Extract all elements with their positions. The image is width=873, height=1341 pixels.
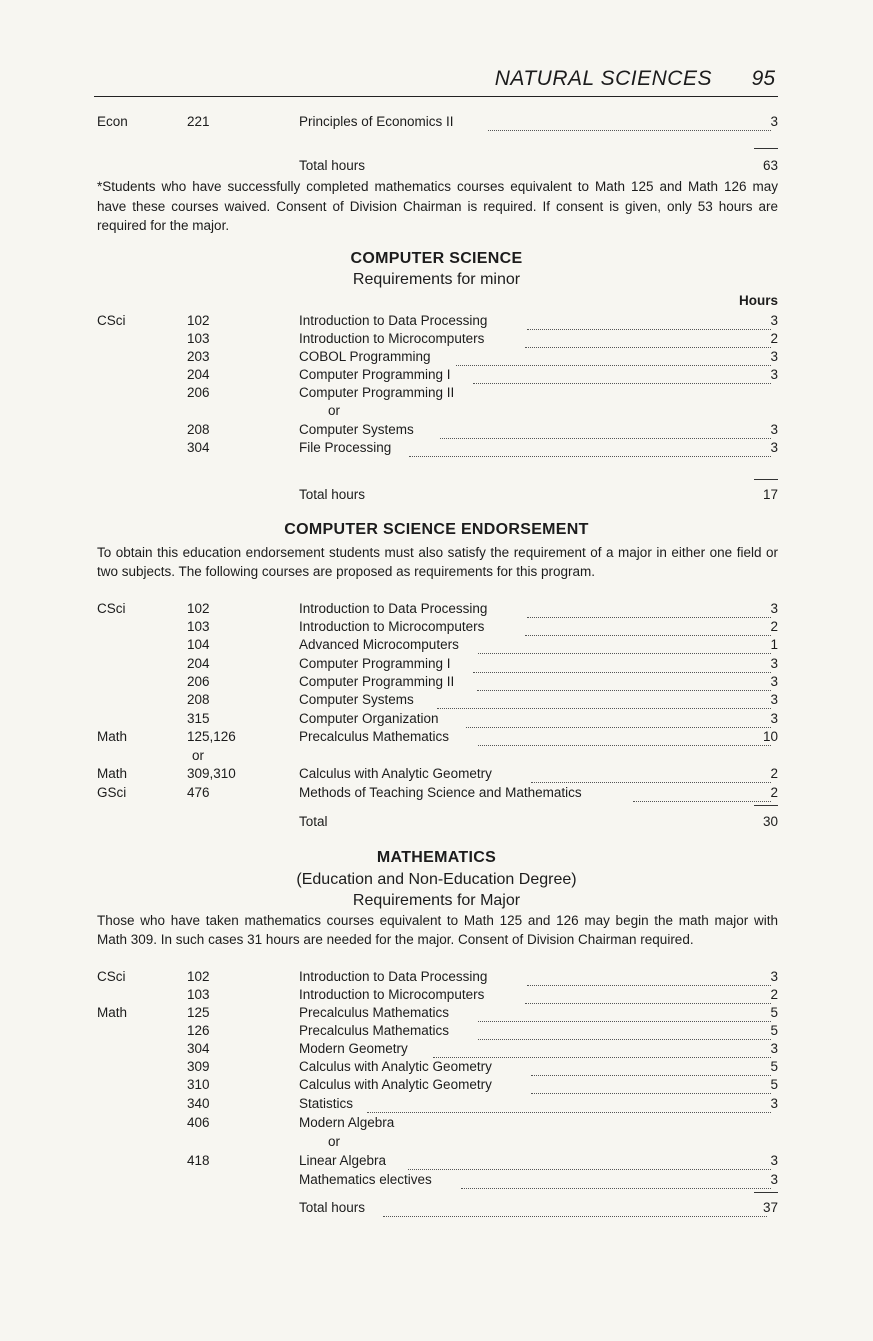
dot-leader	[383, 1200, 767, 1217]
course-hours: 3	[770, 1041, 778, 1056]
course-title: Introduction to Data Processing	[299, 601, 488, 616]
course-dept: CSci	[97, 313, 126, 328]
or-row	[0, 403, 873, 421]
course-row	[0, 1005, 873, 1023]
cs-endorsement-heading: COMPUTER SCIENCE ENDORSEMENT	[284, 521, 589, 538]
course-dept: Math	[97, 1005, 128, 1020]
course-hours: 3	[770, 1153, 778, 1168]
course-row	[0, 785, 873, 803]
footnote: *Students who have successfully completed mathematics courses equivalent to Math 125 and Math 126 may have these courses waived. Consent of Division Chairman is required. If consent is given, only 53 hours are required for the major.	[97, 179, 778, 233]
course-hours: 3	[770, 692, 778, 707]
course-row	[0, 349, 873, 367]
dot-leader	[527, 969, 771, 986]
or-row	[0, 748, 873, 766]
course-hours: 10	[762, 729, 778, 744]
course-hours: 2	[770, 785, 778, 800]
dot-leader	[477, 674, 771, 691]
course-title: Calculus with Analytic Geometry	[299, 1059, 492, 1074]
course-number: 204	[187, 656, 210, 671]
total-label: Total hours	[299, 158, 366, 173]
course-title: Computer Systems	[299, 422, 414, 437]
course-hours: 2	[770, 331, 778, 346]
cs-endorsement-intro: To obtain this education endorsement students must also satisfy the requirement of a major in either one field or two subjects. The following courses are proposed as requirements for this program.	[97, 545, 778, 579]
dot-leader	[527, 313, 771, 330]
course-row	[0, 1153, 873, 1171]
course-number: 206	[187, 385, 210, 400]
or-label: or	[328, 1134, 341, 1149]
course-row-econ-221	[0, 114, 873, 132]
course-hours: 3	[770, 422, 778, 437]
course-title: Introduction to Data Processing	[299, 969, 488, 984]
course-number: 309,310	[187, 766, 236, 781]
course-number: 304	[187, 440, 210, 455]
sum-rule	[754, 479, 778, 480]
course-row	[0, 422, 873, 440]
course-hours: 1	[770, 637, 778, 652]
course-number: 102	[187, 313, 210, 328]
course-number: 476	[187, 785, 210, 800]
course-hours: 3	[770, 601, 778, 616]
or-row	[0, 1134, 873, 1152]
course-title: Computer Organization	[299, 711, 439, 726]
course-title: Introduction to Microcomputers	[299, 987, 485, 1002]
course-hours: 5	[770, 1023, 778, 1038]
course-title: Computer Programming I	[299, 656, 451, 671]
course-number: 103	[187, 987, 210, 1002]
course-number: 204	[187, 367, 210, 382]
dot-leader	[478, 729, 771, 746]
dot-leader	[488, 114, 771, 131]
course-row	[0, 1077, 873, 1095]
course-number: 221	[187, 114, 210, 129]
course-title: Computer Programming II	[299, 674, 455, 689]
course-number: 104	[187, 637, 210, 652]
cs-minor-heading: COMPUTER SCIENCE	[350, 250, 523, 267]
course-number: 406	[187, 1115, 210, 1130]
course-row	[0, 440, 873, 458]
dot-leader	[473, 367, 771, 384]
course-number: 208	[187, 692, 210, 707]
dot-leader	[367, 1096, 771, 1113]
cs-minor-total-row	[0, 487, 873, 505]
course-title: Computer Programming I	[299, 367, 451, 382]
course-title: Calculus with Analytic Geometry	[299, 766, 492, 781]
course-hours: 2	[770, 619, 778, 634]
course-title: Statistics	[299, 1096, 354, 1111]
course-row	[0, 674, 873, 692]
course-number: 103	[187, 331, 210, 346]
dot-leader	[531, 766, 771, 783]
dot-leader	[433, 1041, 771, 1058]
course-row	[0, 313, 873, 331]
running-header-title: NATURAL SCIENCES	[494, 67, 712, 90]
course-number: 310	[187, 1077, 210, 1092]
course-hours: 3	[770, 674, 778, 689]
course-number: 304	[187, 1041, 210, 1056]
course-hours: 5	[770, 1005, 778, 1020]
course-row	[0, 637, 873, 655]
course-hours: 3	[770, 367, 778, 382]
course-title: Introduction to Data Processing	[299, 313, 488, 328]
course-row	[0, 1059, 873, 1077]
course-number: 126	[187, 1023, 210, 1038]
dot-leader	[478, 637, 771, 654]
course-title: Principles of Economics II	[299, 114, 454, 129]
course-hours: 3	[770, 313, 778, 328]
course-number: 206	[187, 674, 210, 689]
course-title: Precalculus Mathematics	[299, 1023, 450, 1038]
total-value: 63	[762, 158, 778, 173]
course-row	[0, 729, 873, 747]
course-hours: 3	[770, 349, 778, 364]
total-value: 17	[762, 487, 778, 502]
course-title: Modern Geometry	[299, 1041, 408, 1056]
course-title: Precalculus Mathematics	[299, 729, 450, 744]
dot-leader	[466, 711, 771, 728]
course-number: 103	[187, 619, 210, 634]
math-subheading-degree: (Education and Non-Education Degree)	[296, 871, 577, 888]
course-hours: 3	[770, 711, 778, 726]
course-hours: 5	[770, 1059, 778, 1074]
course-row	[0, 601, 873, 619]
dot-leader	[525, 987, 771, 1004]
course-row	[0, 1096, 873, 1114]
course-title: Introduction to Microcomputers	[299, 331, 485, 346]
course-number: 125,126	[187, 729, 236, 744]
dot-leader	[525, 331, 771, 348]
cs-endorsement-total-row	[0, 814, 873, 832]
dot-leader	[437, 692, 771, 709]
course-number: 125	[187, 1005, 210, 1020]
dot-leader	[531, 1077, 771, 1094]
course-title: Computer Programming II	[299, 385, 455, 400]
course-row	[0, 656, 873, 674]
course-row	[0, 766, 873, 784]
total-value: 30	[762, 814, 778, 829]
course-row	[0, 1115, 873, 1133]
dot-leader	[478, 1023, 771, 1040]
dot-leader	[527, 601, 771, 618]
course-row	[0, 619, 873, 637]
course-title: Modern Algebra	[299, 1115, 395, 1130]
sum-rule	[754, 805, 778, 806]
course-number: 102	[187, 969, 210, 984]
course-title: File Processing	[299, 440, 392, 455]
page-number: 95	[751, 67, 775, 90]
total-label: Total	[299, 814, 328, 829]
total-value: 37	[762, 1200, 778, 1215]
course-dept: Math	[97, 766, 128, 781]
course-dept: Econ	[97, 114, 128, 129]
course-hours: 3	[770, 656, 778, 671]
econ-total-row	[0, 158, 873, 176]
course-dept: CSci	[97, 601, 126, 616]
course-title: Advanced Microcomputers	[299, 637, 459, 652]
math-subheading-requirements: Requirements for Major	[352, 892, 521, 909]
dot-leader	[456, 349, 771, 366]
course-dept: CSci	[97, 969, 126, 984]
course-number: 309	[187, 1059, 210, 1074]
course-row	[0, 385, 873, 403]
course-row	[0, 969, 873, 987]
total-label: Total hours	[299, 487, 366, 502]
course-title: Computer Systems	[299, 692, 414, 707]
course-number: 102	[187, 601, 210, 616]
header-rule	[94, 96, 778, 97]
course-title: Linear Algebra	[299, 1153, 387, 1168]
course-hours: 2	[770, 987, 778, 1002]
course-title: Introduction to Microcomputers	[299, 619, 485, 634]
course-number: 315	[187, 711, 210, 726]
dot-leader	[408, 1153, 771, 1170]
course-row	[0, 331, 873, 349]
course-title: COBOL Programming	[299, 349, 431, 364]
course-hours: 3	[770, 1096, 778, 1111]
course-number: 208	[187, 422, 210, 437]
course-number: 203	[187, 349, 210, 364]
or-label: or	[192, 748, 205, 763]
dot-leader	[461, 1172, 771, 1189]
course-hours: 3	[770, 114, 778, 129]
course-title: Methods of Teaching Science and Mathematics	[299, 785, 582, 800]
math-heading: MATHEMATICS	[376, 849, 497, 866]
course-row	[0, 367, 873, 385]
sum-rule	[754, 148, 778, 149]
course-hours: 3	[770, 969, 778, 984]
course-title: Mathematics electives	[299, 1172, 432, 1187]
course-title: Precalculus Mathematics	[299, 1005, 450, 1020]
course-row	[0, 1023, 873, 1041]
course-title: Calculus with Analytic Geometry	[299, 1077, 492, 1092]
course-row	[0, 987, 873, 1005]
course-row	[0, 1041, 873, 1059]
math-intro: Those who have taken mathematics courses equivalent to Math 125 and 126 may begin the math major with Math 309. In such cases 31 hours are needed for the major. Consent of Division Chairman required.	[97, 913, 778, 947]
dot-leader	[473, 656, 771, 673]
dot-leader	[525, 619, 771, 636]
course-row	[0, 1172, 873, 1190]
total-label: Total hours	[299, 1200, 366, 1215]
dot-leader	[409, 440, 771, 457]
dot-leader	[531, 1059, 771, 1076]
or-label: or	[328, 403, 341, 418]
dot-leader	[478, 1005, 771, 1022]
hours-column-header: Hours	[738, 293, 778, 308]
course-hours: 3	[770, 1172, 778, 1187]
course-hours: 3	[770, 440, 778, 455]
dot-leader	[440, 422, 771, 439]
cs-minor-subheading: Requirements for minor	[352, 271, 521, 288]
course-dept: Math	[97, 729, 128, 744]
course-hours: 5	[770, 1077, 778, 1092]
sum-rule	[754, 1192, 778, 1193]
course-number: 340	[187, 1096, 210, 1111]
course-dept: GSci	[97, 785, 127, 800]
course-row	[0, 711, 873, 729]
course-row	[0, 692, 873, 710]
math-total-row	[0, 1200, 873, 1218]
course-hours: 2	[770, 766, 778, 781]
course-number: 418	[187, 1153, 210, 1168]
